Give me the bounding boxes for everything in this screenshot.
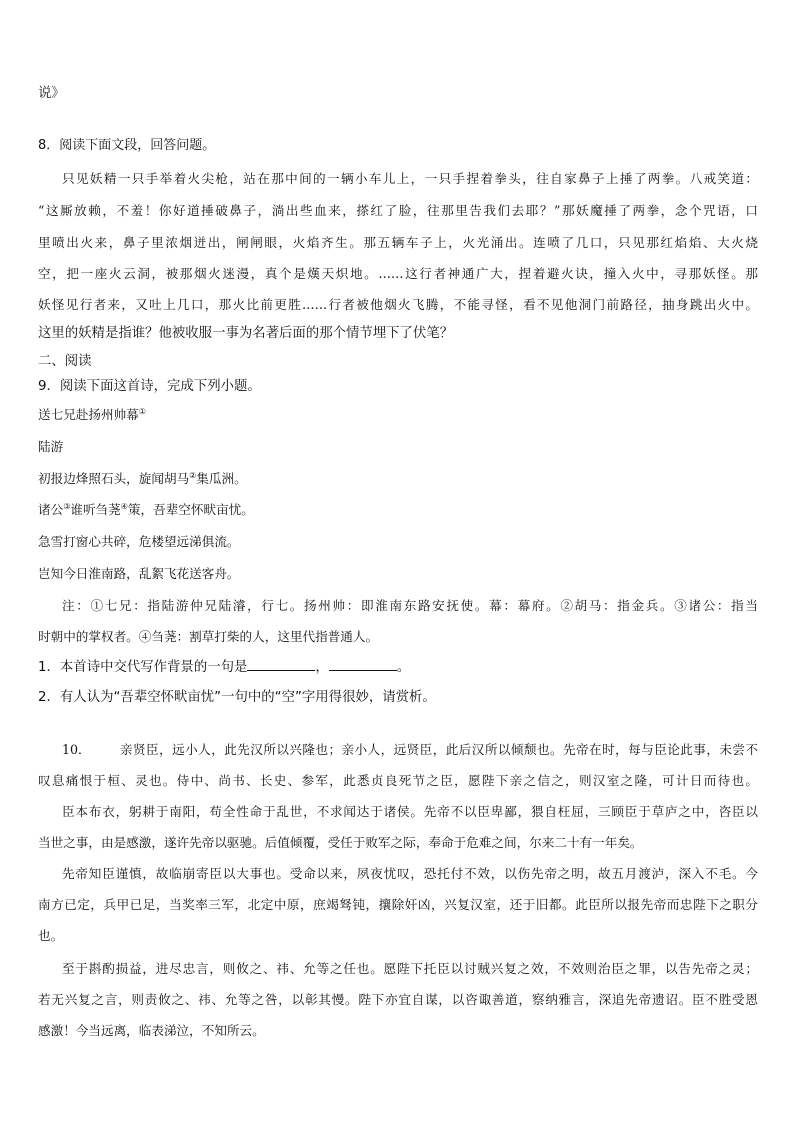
- q10-passage-line: 若无兴复之言，则责攸之、祎、允等之咎，以彰其慢。陛下亦宜自谋，以咨诹善道，察纳雅言，深追先帝遗诏。臣不胜受恩: [38, 992, 758, 1007]
- poem-line: 初报边烽照石头，旋闻胡马②集瓜洲。: [38, 470, 247, 486]
- footnote-marker: ①: [138, 406, 146, 416]
- poem-note: 注：①七兄：指陆游仲兄陆濬，行七。扬州帅：即淮南东路安抚使。幕：幕府。②胡马：指金兵。③诸公：指当: [62, 598, 758, 613]
- q10-passage-line: 亲贤臣，远小人，此先汉所以兴隆也；亲小人，远贤臣，此后汉所以倾颓也。先帝在时，每与臣论此事，未尝不: [120, 742, 758, 757]
- footnote-marker: ③: [63, 501, 71, 511]
- q8-passage-line: 只见妖精一只手举着火尖枪，站在那中间的一辆小车儿上，一只手捏着拳头，往自家鼻子上捶了两拳。八戒笑道：: [62, 171, 758, 186]
- q9-sub1: 1．本首诗中交代写作背景的一句是 ， 。: [38, 660, 411, 675]
- q10-passage-line: 叹息痛恨于桓、灵也。侍中、尚书、长史、参军，此悉贞良死节之臣，愿陛下亲之信之，则汉室之隆，可计日而待也。: [38, 773, 758, 788]
- q10-passage-line: 臣本布衣，躬耕于南阳，苟全性命于乱世，不求闻达于诸侯。先帝不以臣卑鄙，猥自枉屈，三顾臣于草庐之中，咨臣以: [62, 804, 758, 819]
- poem-line: 诸公③谁听刍荛④策，吾辈空怀畎亩忧。: [38, 501, 254, 517]
- poem-title: [38, 404, 146, 423]
- q10-passage-line: 当世之事，由是感激，遂许先帝以驱驰。后值倾覆，受任于败军之际，奉命于危难之间，尔来二十有一年矣。: [38, 835, 643, 850]
- q10-passage-line: 也。: [38, 928, 64, 943]
- poem-line: 急雪打窗心共碎，危楼望远涕俱流。: [38, 534, 240, 549]
- q10-passage-line: 先帝知臣谨慎，故临崩寄臣以大事也。受命以来，夙夜忧叹，恐托付不效，以伤先帝之明，故五月渡泸，深入不毛。今: [62, 866, 758, 881]
- q8-passage-line: 里喷出火来，鼻子里浓烟迸出，闸闸眼，火焰齐生。那五辆车子上，火光涌出。连喷了几口，只见那红焰焰、大火烧: [38, 235, 758, 250]
- q8-passage-line: 空，把一座火云洞，被那烟火迷漫，真个是熯天炽地。……这行者神通广大，捏着避火诀，撞入火中，寻那妖怪。那: [38, 266, 758, 281]
- top-fragment: 说》: [38, 86, 65, 101]
- q8-passage-line: “这厮放赖，不羞！你好道捶破鼻子，淌出些血来，搽红了脸，往那里告我们去耶？”那妖魔捶了两拳，念个咒语，口: [38, 203, 758, 218]
- q10-number: 10．: [62, 742, 91, 757]
- q9-sub2: 2．有人认为“吾辈空怀畎亩忧”一句中的“空”字用得很妙，请赏析。: [38, 690, 436, 705]
- q10-passage-line: 感激！今当远离，临表涕泣，不知所云。: [38, 1023, 265, 1038]
- q8-title: 8．阅读下面文段，回答问题。: [38, 138, 216, 153]
- q8-passage-line: 妖怪见行者来，又吐上几口，那火比前更胜……行者被他烟火飞腾，不能寻怪，看不见他洞门前路径，抽身跳出火中。: [38, 297, 758, 312]
- answer-blank[interactable]: [247, 660, 315, 671]
- poem-author: 陆游: [38, 439, 64, 454]
- poem-line: 岂知今日淮南路，乱絮飞花送客舟。: [38, 566, 240, 581]
- q8-question: 这里的妖精是指谁？他被收服一事为名著后面的那个情节埋下了伏笔？: [38, 326, 454, 341]
- q10-passage-line: 至于斟酌损益，进尽忠言，则攸之、祎、允等之任也。愿陛下托臣以讨贼兴复之效，不效则治臣之罪，以告先帝之灵；: [62, 961, 758, 976]
- q9-title: 9．阅读下面这首诗，完成下列小题。: [38, 379, 261, 394]
- footnote-marker: ④: [120, 501, 128, 511]
- poem-note: 时朝中的掌权者。④刍荛：割草打柴的人，这里代指普通人。: [38, 629, 379, 644]
- answer-blank[interactable]: [329, 660, 397, 671]
- footnote-marker: ②: [189, 470, 197, 480]
- poem-title-text: 送七兄赴扬州帅幕: [38, 407, 139, 422]
- section-heading: 二、阅读: [38, 354, 92, 369]
- q10-passage-line: 南方已定，兵甲已足，当奖率三军，北定中原，庶竭驽钝，攘除奸凶，兴复汉室，还于旧都。此臣所以报先帝而忠陛下之职分: [38, 897, 758, 912]
